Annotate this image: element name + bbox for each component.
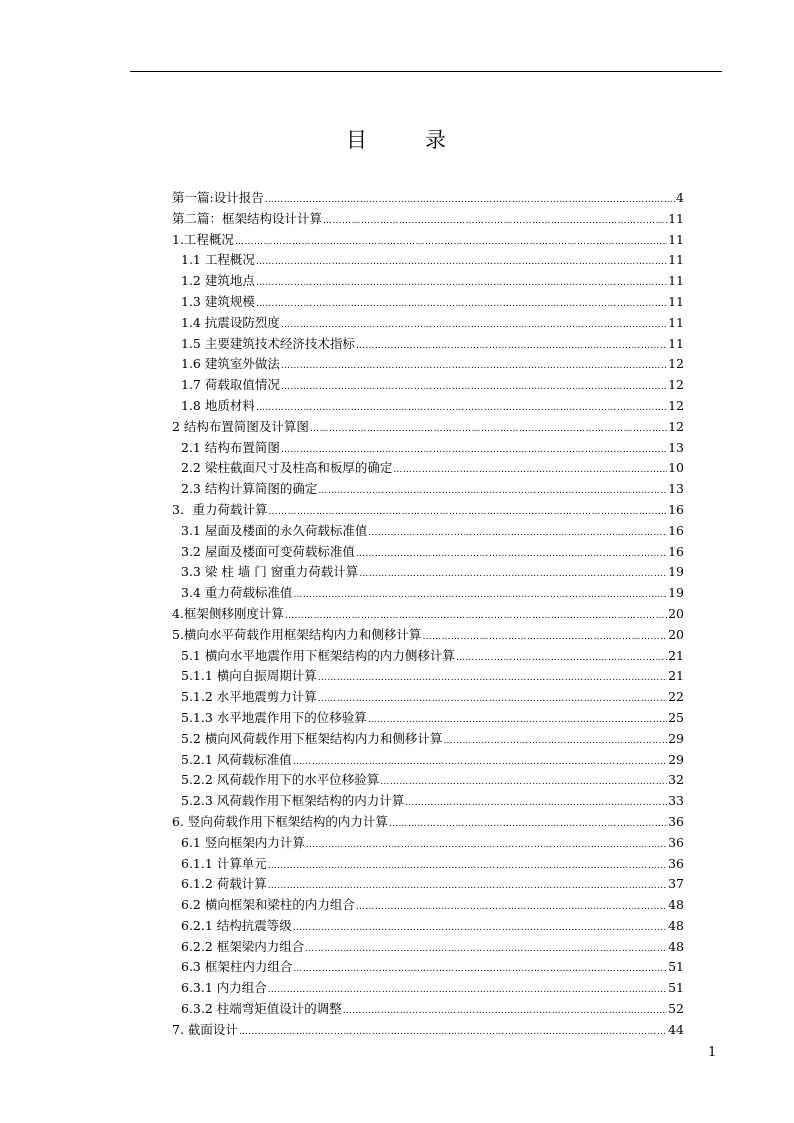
toc-leader-dots bbox=[405, 798, 667, 808]
toc-leader-dots bbox=[343, 1006, 667, 1016]
toc-leader-dots bbox=[281, 382, 667, 392]
table-of-contents bbox=[172, 188, 684, 1041]
toc-entry-page: 32 bbox=[668, 772, 684, 788]
toc-entry-page: 29 bbox=[668, 751, 684, 767]
toc-entry-title: 6.2.2 框架梁内力组合 bbox=[181, 938, 305, 954]
toc-leader-dots bbox=[256, 299, 667, 309]
toc-title-left: 目 bbox=[346, 128, 369, 152]
toc-entry[interactable] bbox=[172, 250, 684, 271]
toc-entry-title: 6.3 框架柱内力组合 bbox=[181, 959, 293, 975]
toc-leader-dots bbox=[422, 632, 667, 642]
toc-entry-page: 33 bbox=[668, 793, 684, 809]
toc-entry-title: 5.2.3 风荷载作用下框架结构的内力计算 bbox=[181, 793, 405, 809]
toc-leader-dots bbox=[323, 216, 667, 226]
toc-entry-page: 25 bbox=[668, 709, 684, 725]
toc-entry[interactable] bbox=[172, 937, 684, 958]
toc-entry-page: 19 bbox=[668, 585, 684, 601]
toc-leader-dots bbox=[256, 257, 667, 267]
toc-entry-title: 6. 竖向荷载作用下框架结构的内力计算 bbox=[172, 813, 388, 829]
toc-entry-title: 6.3.2 柱端弯矩值设计的调整 bbox=[181, 1001, 342, 1017]
toc-entry-page: 11 bbox=[668, 293, 684, 309]
toc-entry[interactable] bbox=[172, 562, 684, 583]
toc-entry-title: 3.3 梁 柱 墙 门 窗重力荷载计算 bbox=[181, 564, 359, 580]
toc-entry-page: 11 bbox=[668, 335, 684, 351]
toc-entry-page: 48 bbox=[668, 897, 684, 913]
toc-entry-title: 1.8 地质材料 bbox=[181, 397, 255, 413]
toc-leader-dots bbox=[239, 1027, 667, 1037]
toc-entry[interactable] bbox=[172, 458, 684, 479]
toc-entry-title: 1.6 建筑室外做法 bbox=[181, 356, 280, 372]
toc-leader-dots bbox=[380, 777, 667, 787]
toc-title-right: 录 bbox=[425, 128, 448, 152]
toc-entry[interactable] bbox=[172, 812, 684, 833]
toc-leader-dots bbox=[268, 985, 667, 995]
toc-leader-dots bbox=[368, 715, 667, 725]
toc-entry-title: 2.2 梁柱截面尺寸及柱高和板厚的确定 bbox=[181, 460, 393, 476]
toc-entry-title: 3．重力荷载计算 bbox=[172, 501, 268, 517]
toc-entry-page: 20 bbox=[668, 626, 684, 642]
toc-entry-page: 44 bbox=[668, 1021, 684, 1037]
toc-entry-title: 6.3.1 内力组合 bbox=[181, 980, 267, 996]
toc-entry-title: 1.工程概况 bbox=[172, 231, 234, 247]
toc-entry[interactable] bbox=[172, 666, 684, 687]
toc-leader-dots bbox=[281, 320, 667, 330]
toc-entry-title: 5.1.1 横向自振周期计算 bbox=[181, 668, 317, 684]
toc-leader-dots bbox=[443, 736, 667, 746]
toc-leader-dots bbox=[293, 757, 667, 767]
toc-entry-title: 3.2 屋面及楼面可变荷载标准值 bbox=[181, 543, 355, 559]
toc-leader-dots bbox=[293, 964, 667, 974]
toc-entry-title: 5.2.1 风荷载标准值 bbox=[181, 751, 292, 767]
toc-entry-page: 20 bbox=[668, 605, 684, 621]
toc-entry-title: 1.4 抗震设防烈度 bbox=[181, 314, 280, 330]
toc-leader-dots bbox=[310, 424, 667, 434]
toc-entry-page: 13 bbox=[668, 439, 684, 455]
toc-entry-title: 2.1 结构布置简图 bbox=[181, 439, 280, 455]
toc-leader-dots bbox=[305, 944, 667, 954]
toc-entry[interactable] bbox=[172, 417, 684, 438]
toc-entry-title: 1.1 工程概况 bbox=[181, 252, 255, 268]
toc-entry-page: 16 bbox=[668, 501, 684, 517]
toc-entry[interactable] bbox=[172, 957, 684, 978]
toc-entry-title: 1.3 建筑规模 bbox=[181, 293, 255, 309]
toc-entry[interactable] bbox=[172, 542, 684, 563]
toc-entry-page: 36 bbox=[668, 855, 684, 871]
toc-entry-page: 13 bbox=[668, 481, 684, 497]
toc-entry-title: 5.1.3 水平地震作用下的位移验算 bbox=[181, 709, 367, 725]
toc-leader-dots bbox=[268, 507, 667, 517]
toc-entry-page: 16 bbox=[668, 522, 684, 538]
toc-entry-page: 16 bbox=[668, 543, 684, 559]
toc-leader-dots bbox=[235, 237, 667, 247]
toc-entry-title: 第二篇：框架结构设计计算 bbox=[172, 210, 323, 226]
toc-entry-page: 11 bbox=[668, 273, 684, 289]
toc-entry-page: 48 bbox=[668, 938, 684, 954]
toc-entry[interactable] bbox=[172, 438, 684, 459]
toc-entry-title: 3.4 重力荷载标准值 bbox=[181, 585, 293, 601]
toc-leader-dots bbox=[393, 465, 667, 475]
toc-leader-dots bbox=[456, 653, 667, 663]
toc-entry[interactable] bbox=[172, 521, 684, 542]
toc-entry-title: 6.1.2 荷载计算 bbox=[181, 876, 267, 892]
toc-entry[interactable] bbox=[172, 500, 684, 521]
toc-leader-dots bbox=[256, 403, 667, 413]
toc-entry[interactable] bbox=[172, 375, 684, 396]
toc-leader-dots bbox=[389, 819, 667, 829]
toc-entry[interactable] bbox=[172, 1020, 684, 1041]
toc-leader-dots bbox=[256, 278, 667, 288]
toc-entry[interactable] bbox=[172, 271, 684, 292]
toc-entry[interactable] bbox=[172, 583, 684, 604]
toc-leader-dots bbox=[265, 195, 675, 205]
toc-entry-page: 11 bbox=[668, 231, 684, 247]
toc-entry-title: 第一篇:设计报告 bbox=[172, 190, 264, 205]
toc-title bbox=[0, 124, 794, 154]
toc-entry[interactable] bbox=[172, 313, 684, 334]
toc-entry[interactable] bbox=[172, 687, 684, 708]
toc-entry-page: 11 bbox=[668, 252, 684, 268]
toc-entry-title: 1.5 主要建筑技术经济技术指标 bbox=[181, 335, 355, 351]
toc-leader-dots bbox=[359, 569, 667, 579]
toc-entry[interactable] bbox=[172, 334, 684, 355]
toc-leader-dots bbox=[356, 902, 667, 912]
toc-entry-title: 1.2 建筑地点 bbox=[181, 273, 255, 289]
toc-leader-dots bbox=[268, 861, 667, 871]
toc-entry-page: 21 bbox=[668, 647, 684, 663]
page-number: 1 bbox=[708, 1045, 717, 1060]
toc-entry-page: 12 bbox=[668, 377, 684, 393]
toc-entry[interactable] bbox=[172, 770, 684, 791]
toc-entry[interactable] bbox=[172, 230, 684, 251]
toc-leader-dots bbox=[285, 611, 667, 621]
toc-leader-dots bbox=[368, 528, 667, 538]
toc-entry-page: 11 bbox=[668, 210, 684, 226]
toc-entry[interactable] bbox=[172, 188, 684, 209]
toc-leader-dots bbox=[318, 486, 667, 496]
toc-entry[interactable] bbox=[172, 479, 684, 500]
toc-entry-page: 51 bbox=[668, 959, 684, 975]
toc-entry[interactable] bbox=[172, 646, 684, 667]
toc-entry-page: 22 bbox=[668, 689, 684, 705]
toc-entry[interactable] bbox=[172, 209, 684, 230]
toc-entry-title: 6.1.1 计算单元 bbox=[181, 855, 267, 871]
toc-leader-dots bbox=[293, 923, 667, 933]
toc-entry[interactable] bbox=[172, 729, 684, 750]
toc-entry[interactable] bbox=[172, 396, 684, 417]
toc-entry[interactable] bbox=[172, 750, 684, 771]
toc-entry-title: 6.1 竖向框架内力计算 bbox=[181, 834, 305, 850]
toc-entry-page: 12 bbox=[668, 356, 684, 372]
toc-entry-page: 4 bbox=[676, 190, 684, 205]
toc-leader-dots bbox=[356, 341, 667, 351]
toc-entry-page: 19 bbox=[668, 564, 684, 580]
toc-entry[interactable] bbox=[172, 292, 684, 313]
toc-entry-page: 12 bbox=[668, 418, 684, 434]
toc-entry-title: 6.2.1 结构抗震等级 bbox=[181, 917, 292, 933]
toc-entry-title: 5.2.2 风荷载作用下的水平位移验算 bbox=[181, 772, 380, 788]
toc-entry-page: 48 bbox=[668, 917, 684, 933]
toc-leader-dots bbox=[281, 445, 667, 455]
toc-entry-title: 2.3 结构计算简图的确定 bbox=[181, 481, 318, 497]
toc-entry[interactable] bbox=[172, 354, 684, 375]
toc-entry-title: 5.2 横向风荷载作用下框架结构内力和侧移计算 bbox=[181, 730, 443, 746]
toc-entry[interactable] bbox=[172, 978, 684, 999]
toc-entry-title: 2 结构布置简图及计算图 bbox=[172, 418, 309, 434]
toc-entry-title: 5.1 横向水平地震作用下框架结构的内力侧移计算 bbox=[181, 647, 455, 663]
toc-entry-title: 1.7 荷载取值情况 bbox=[181, 377, 280, 393]
toc-entry-title: 3.1 屋面及楼面的永久荷载标准值 bbox=[181, 522, 368, 538]
toc-leader-dots bbox=[318, 673, 667, 683]
toc-entry-title: 5.横向水平荷载作用框架结构内力和侧移计算 bbox=[172, 626, 422, 642]
header-rule bbox=[130, 71, 722, 72]
toc-leader-dots bbox=[281, 361, 667, 371]
toc-entry-page: 10 bbox=[668, 460, 684, 476]
toc-entry[interactable] bbox=[172, 999, 684, 1020]
toc-entry-page: 52 bbox=[668, 1001, 684, 1017]
toc-leader-dots bbox=[293, 590, 667, 600]
toc-entry[interactable] bbox=[172, 604, 684, 625]
toc-entry-title: 7. 截面设计 bbox=[172, 1021, 238, 1037]
toc-entry-page: 11 bbox=[668, 314, 684, 330]
toc-entry[interactable] bbox=[172, 854, 684, 875]
toc-entry-title: 5.1.2 水平地震剪力计算 bbox=[181, 689, 317, 705]
toc-entry-page: 36 bbox=[668, 834, 684, 850]
toc-entry-page: 12 bbox=[668, 397, 684, 413]
toc-entry-page: 51 bbox=[668, 980, 684, 996]
toc-entry-page: 36 bbox=[668, 813, 684, 829]
toc-entry[interactable] bbox=[172, 791, 684, 812]
toc-leader-dots bbox=[306, 840, 667, 850]
toc-leader-dots bbox=[318, 694, 667, 704]
toc-entry-title: 6.2 横向框架和梁柱的内力组合 bbox=[181, 897, 355, 913]
toc-entry-page: 37 bbox=[668, 876, 684, 892]
toc-entry[interactable] bbox=[172, 625, 684, 646]
toc-entry[interactable] bbox=[172, 833, 684, 854]
toc-entry-title: 4.框架侧移刚度计算 bbox=[172, 605, 284, 621]
toc-entry[interactable] bbox=[172, 916, 684, 937]
toc-entry[interactable] bbox=[172, 895, 684, 916]
toc-entry-page: 29 bbox=[668, 730, 684, 746]
toc-entry-page: 21 bbox=[668, 668, 684, 684]
toc-leader-dots bbox=[268, 881, 667, 891]
toc-entry[interactable] bbox=[172, 708, 684, 729]
toc-leader-dots bbox=[356, 549, 667, 559]
toc-entry[interactable] bbox=[172, 874, 684, 895]
